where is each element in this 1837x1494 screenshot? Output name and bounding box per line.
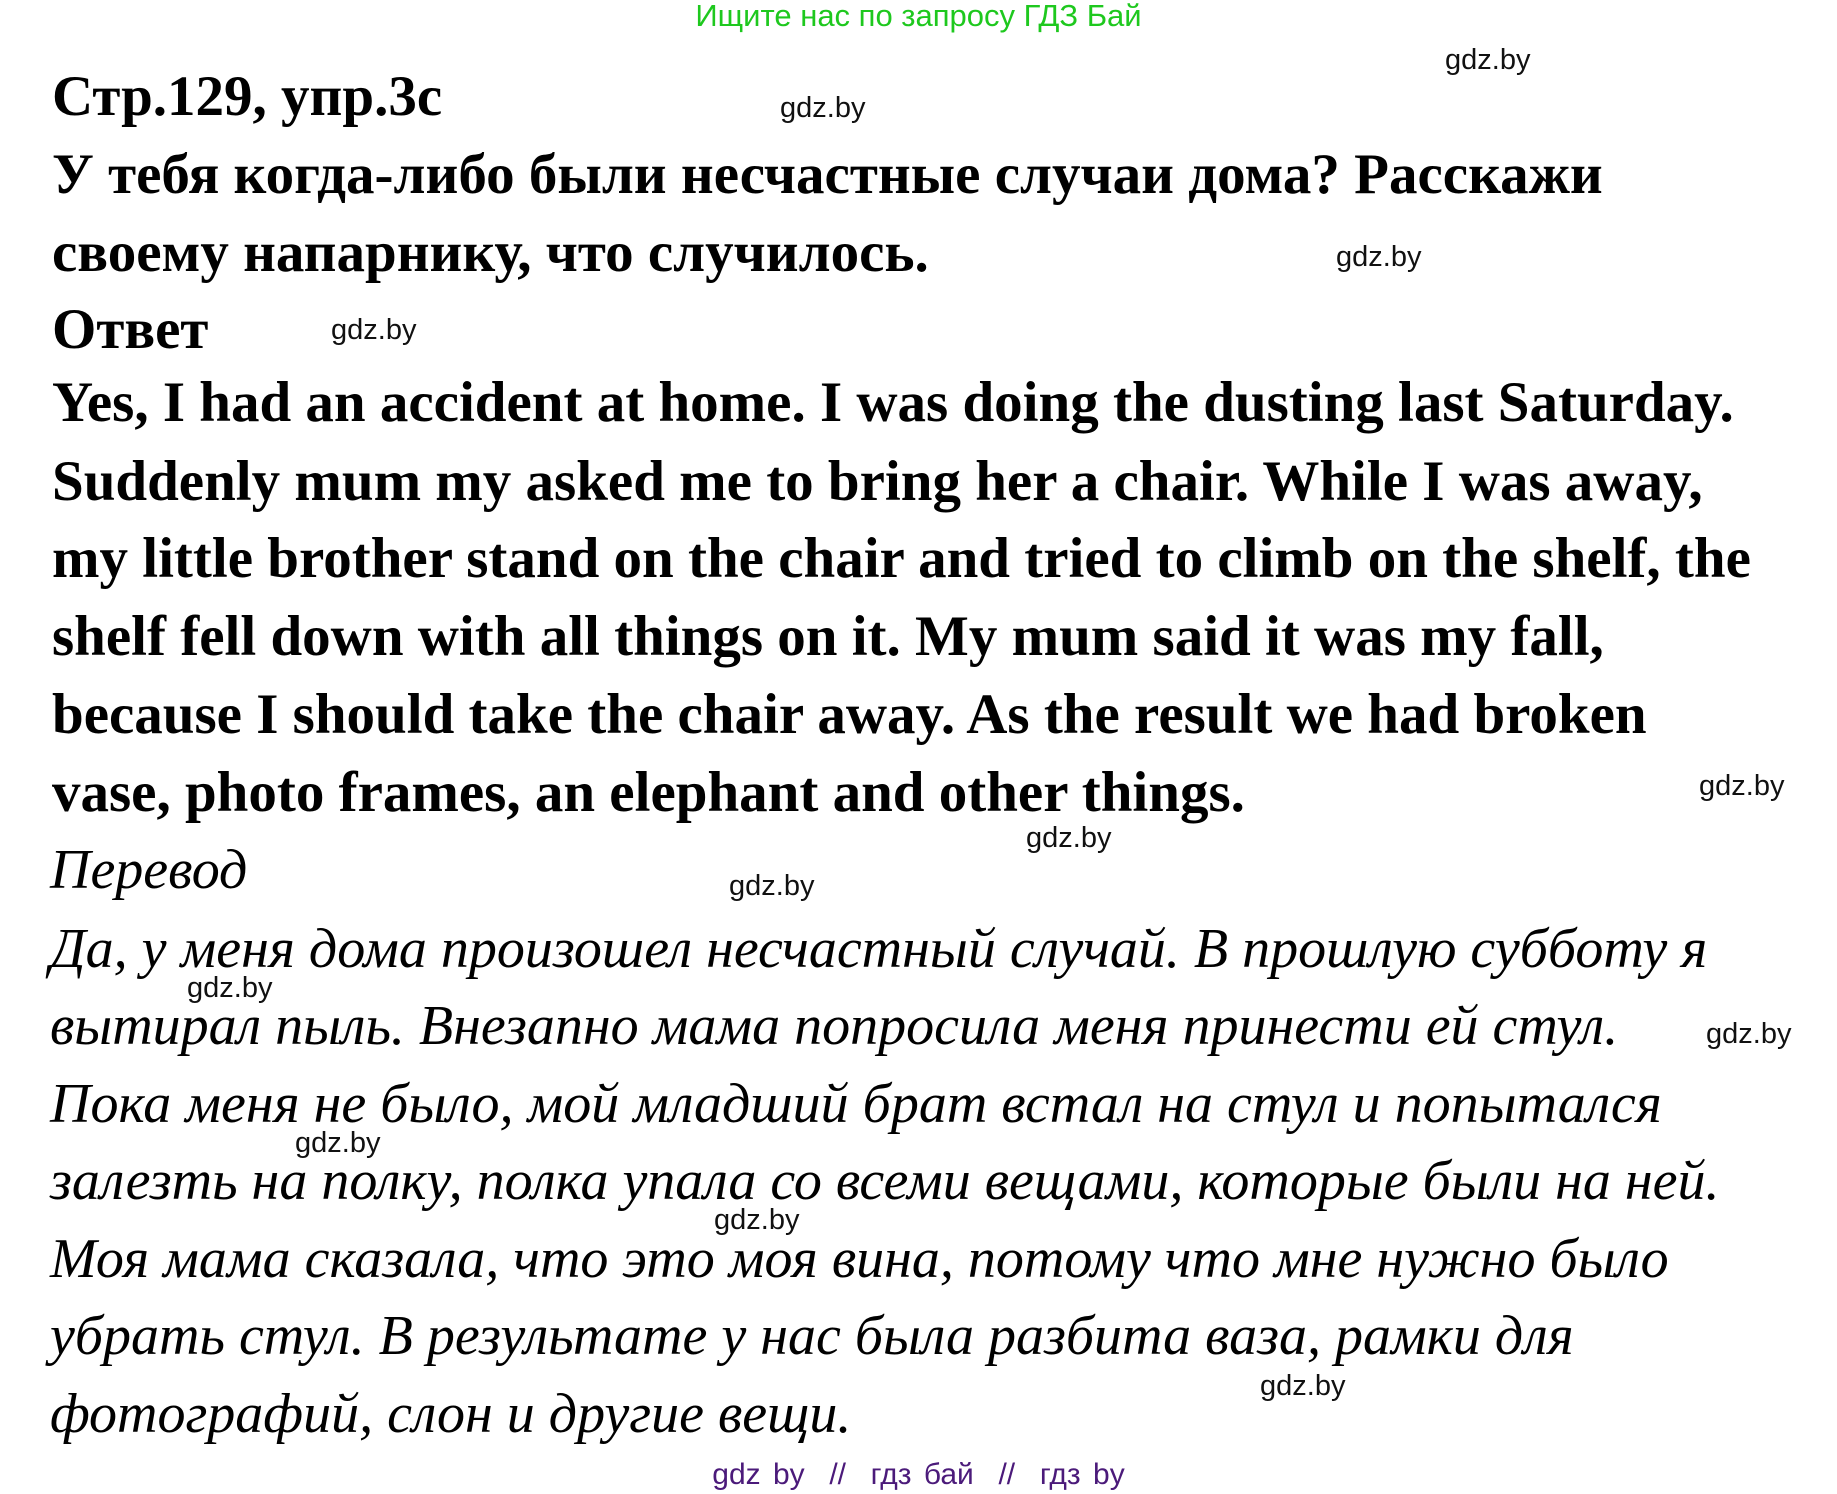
watermark: gdz.by <box>1260 1370 1346 1402</box>
translation-line-6: убрать стул. В результате у нас была разбита ваза, рамки для <box>50 1305 1574 1367</box>
watermark: gdz.by <box>780 92 866 124</box>
watermark: gdz.by <box>729 870 815 902</box>
watermark: gdz.by <box>295 1127 381 1159</box>
translation-line-7: фотографий, слон и другие вещи. <box>50 1383 852 1445</box>
watermark: gdz.by <box>1336 241 1422 273</box>
watermark: gdz.by <box>1699 770 1785 802</box>
question-line-1: У тебя когда-либо были несчастные случаи дома? Расскажи <box>52 143 1603 206</box>
translation-line-2: вытирал пыль. Внезапно мама попросила меня принести ей стул. <box>50 995 1619 1057</box>
answer-line-4: shelf fell down with all things on it. My mum said it was my fall, <box>52 605 1604 668</box>
question-line-2: своему напарнику, что случилось. <box>52 221 929 284</box>
answer-line-1: Yes, I had an accident at home. I was doing the dusting last Saturday. <box>52 371 1734 434</box>
translation-heading: Перевод <box>50 839 248 901</box>
page-title: Стр.129, упр.3с <box>52 65 443 128</box>
translation-line-1: Да, у меня дома произошел несчастный случай. В прошлую субботу я <box>50 918 1708 980</box>
translation-line-3: Пока меня не было, мой младший брат встал на стул и попытался <box>50 1073 1662 1135</box>
translation-line-4: залезть на полку, полка упала со всеми вещами, которые были на ней. <box>50 1150 1720 1212</box>
watermark: gdz.by <box>1445 44 1531 76</box>
watermark: gdz.by <box>1706 1018 1792 1050</box>
watermark: gdz.by <box>1026 822 1112 854</box>
footer-links: gdz by // гдз бай // гдз by <box>712 1458 1125 1491</box>
answer-line-6: vase, photo frames, an elephant and other things. <box>52 761 1245 824</box>
translation-line-5: Моя мама сказала, что это моя вина, потому что мне нужно было <box>50 1228 1669 1290</box>
answer-line-3: my little brother stand on the chair and tried to climb on the shelf, the <box>52 527 1751 590</box>
answer-heading: Ответ <box>52 298 209 361</box>
answer-line-2: Suddenly mum my asked me to bring her a chair. While I was away, <box>52 450 1703 513</box>
watermark: gdz.by <box>331 314 417 346</box>
watermark: gdz.by <box>187 972 273 1004</box>
answer-line-5: because I should take the chair away. As the result we had broken <box>52 683 1647 746</box>
search-promo-banner: Ищите нас по запросу ГДЗ Бай <box>695 0 1142 33</box>
watermark: gdz.by <box>714 1204 800 1236</box>
